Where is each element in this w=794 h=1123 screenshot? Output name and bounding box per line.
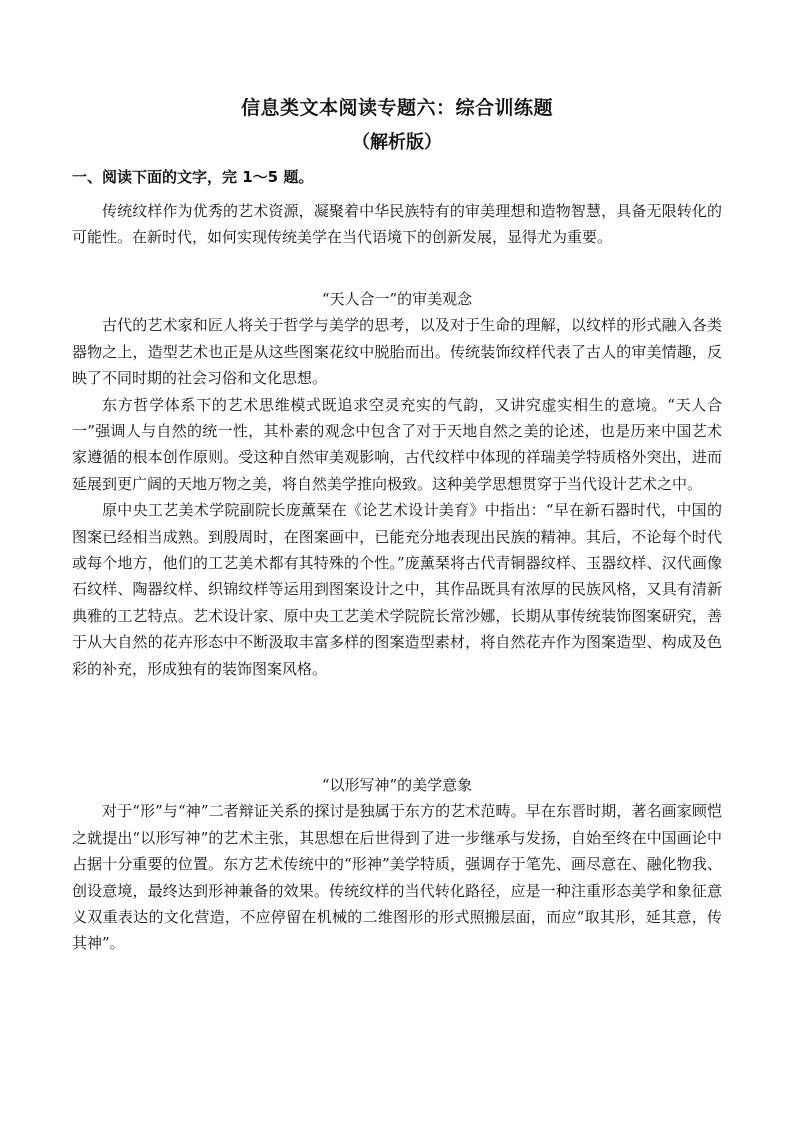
subheading-form-and-spirit: “以形写神”的美学意象 bbox=[321, 776, 473, 794]
paragraph: 古代的艺术家和匠人将关于哲学与美学的思考，以及对于生命的理解，以纹样的形式融入各类器物之上，造型艺术也正是从这些图案花纹中脱胎而出。传统装饰纹样代表了古人的审美情趣，反映了不同时期的社会习俗和文化思想。 bbox=[72, 316, 722, 388]
section-heading: 一、阅读下面的文字，完 1～5 题。 bbox=[72, 168, 314, 186]
intro-block bbox=[72, 198, 722, 251]
part-two-block bbox=[72, 772, 722, 957]
subheading-heaven-and-man: “天人合一”的审美观念 bbox=[321, 290, 473, 308]
paragraph: 东方哲学体系下的艺术思维模式既追求空灵充实的气韵，又讲究虚实相生的意境。“天人合一”强调人与自然的统一性，其朴素的观念中包含了对于天地自然之美的论述，也是历来中国艺术家遵循的根本创作原则。受这种自然审美观影响，古代纹样中体现的祥瑞美学特质格外突出，进而延展到更广阔的天地万物之美，将自然美学推向极致。这种美学思想贯穿于当代设计艺术之中。 bbox=[72, 395, 722, 493]
intro-paragraph: 传统纹样作为优秀的艺术资源，凝聚着中华民族特有的审美理想和造物智慧，具备无限转化的可能性。在新时代，如何实现传统美学在当代语境下的创新发展，显得尤为重要。 bbox=[72, 202, 722, 247]
paragraph: 原中央工艺美术学院副院长庞薰琹在《论艺术设计美育》中指出：“早在新石器时代，中国的图案已经相当成熟。到殷周时，在图案画中，已能充分地表现出民族的精神。其后，不论每个时代或每个地方，他们的工艺美术都有其特殊的个性。”庞薰琹将古代青铜器纹样、玉器纹样、汉代画像石纹样、陶器纹样、织锦纹样等运用到图案设计之中，其作品既具有浓厚的民族风格，又具有清新典雅的工艺特点。艺术设计家、原中央工艺美术学院院长常沙娜，长期从事传统装饰图案研究，善于从大自然的花卉形态中不断汲取丰富多样的图案造型素材，将自然花卉作为图案造型、构成及色彩的补充，形成独有的装饰图案风格。 bbox=[72, 501, 722, 678]
document-title: 信息类文本阅读专题六：综合训练题 bbox=[240, 97, 553, 119]
paragraph: 对于“形”与“神”二者辩证关系的探讨是独属于东方的艺术范畴。早在东晋时期，著名画家顾恺之就提出“以形写神”的艺术主张，其思想在后世得到了进一步继承与发扬，自始至终在中国画论中占据十分重要的位置。东方艺术传统中的“形神”美学特质，强调存于笔先、画尽意在、融化物我、创设意境，最终达到形神兼备的效果。传统纹样的当代转化路径，应是一种注重形态美学和象征意义双重表达的文化营造，不应停留在机械的二维图形的形式照搬层面，而应“取其形，延其意，传其神”。 bbox=[72, 802, 722, 953]
document-subtitle: （解析版） bbox=[352, 132, 442, 153]
part-one-block bbox=[72, 286, 722, 682]
